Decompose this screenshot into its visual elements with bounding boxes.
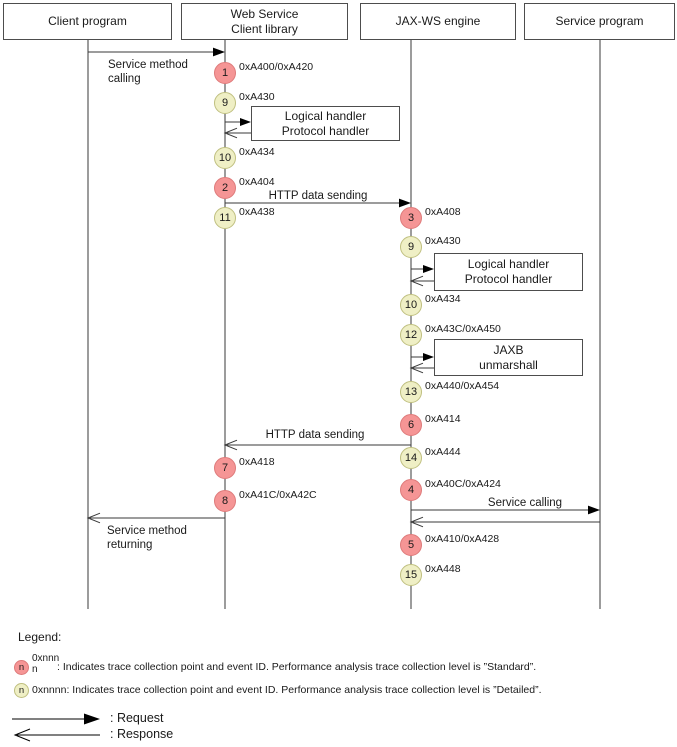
label-service-calling: Service calling [487, 497, 563, 509]
trace-point-11-id: 0xA438 [239, 206, 275, 218]
trace-point-8: 8 [214, 490, 236, 512]
jaxb-line2: unmarshall [479, 357, 538, 372]
trace-point-4-id: 0xA40C/0xA424 [425, 478, 501, 490]
jaxb-line1: JAXB [493, 342, 524, 357]
lifeline-header-service-program [524, 3, 675, 40]
trace-point-14: 14 [400, 447, 422, 469]
trace-point-10-ws-id: 0xA434 [239, 146, 275, 158]
arrowhead-jaxb-request [423, 353, 434, 361]
ws-handler-line1: Logical handler [284, 108, 367, 123]
lifeline-header-jaxws-engine [360, 3, 516, 40]
trace-point-9-jax-id: 0xA430 [425, 235, 461, 247]
trace-point-7: 7 [214, 457, 236, 479]
lifeline-label: Client program [48, 14, 127, 28]
legend-response-label: : Response [110, 727, 174, 741]
trace-point-7-id: 0xA418 [239, 456, 275, 468]
jaxb-unmarshall-box [434, 339, 583, 376]
lifeline-label-line1: Web Service [230, 6, 299, 21]
trace-point-10-jax-id: 0xA434 [425, 293, 461, 305]
ws-handler-line2: Protocol handler [281, 123, 370, 138]
lifeline-label: Service program [555, 14, 644, 28]
trace-point-15-id: 0xA448 [425, 563, 461, 575]
lifeline-header-ws-client-library [181, 3, 348, 40]
trace-point-1-id: 0xA400/0xA420 [239, 61, 314, 73]
legend-title: Legend: [18, 630, 62, 644]
label-service-method-calling: Service method calling [108, 59, 188, 85]
trace-point-8-id: 0xA41C/0xA42C [239, 489, 317, 501]
legend-detailed-text: 0xnnnn: Indicates trace collection point and event ID. Performance analysis trace collection level is ”Detailed”. [32, 684, 542, 696]
trace-point-3: 3 [400, 207, 422, 229]
legend-request-arrowhead [84, 714, 100, 725]
trace-point-2: 2 [214, 177, 236, 199]
trace-point-15: 15 [400, 564, 422, 586]
label-service-method-returning: Service method returning [107, 525, 187, 551]
legend-standard-text: : Indicates trace collection point and event ID. Performance analysis trace collection level is ”Standard”. [57, 661, 537, 673]
trace-point-11: 11 [214, 207, 236, 229]
legend-standard-circle-icon: n [14, 660, 29, 675]
trace-point-9-ws-id: 0xA430 [239, 91, 275, 103]
label-http-data-sending-request: HTTP data sending [268, 190, 368, 202]
trace-point-14-id: 0xA444 [425, 446, 461, 458]
trace-point-13-id: 0xA440/0xA454 [425, 380, 500, 392]
trace-point-9-ws: 9 [214, 92, 236, 114]
jax-handler-line2: Protocol handler [464, 272, 553, 286]
trace-point-4: 4 [400, 479, 422, 501]
arrowhead-ws-handler-request [240, 118, 251, 126]
trace-point-6: 6 [400, 414, 422, 436]
trace-point-5-id: 0xA410/0xA428 [425, 533, 500, 545]
jax-handler-line1: Logical handler [467, 257, 550, 271]
legend-detailed-circle-icon: n [14, 683, 29, 698]
label-http-data-sending-response: HTTP data sending [265, 429, 365, 441]
trace-point-10-ws: 10 [214, 147, 236, 169]
jax-handler-box [434, 253, 583, 291]
trace-point-13: 13 [400, 381, 422, 403]
trace-point-2-id: 0xA404 [239, 176, 275, 188]
legend-standard-id: 0xnnn n [32, 653, 60, 675]
trace-point-3-id: 0xA408 [425, 206, 461, 218]
trace-point-9-jax: 9 [400, 236, 422, 258]
trace-point-10-jax: 10 [400, 294, 422, 316]
trace-point-6-id: 0xA414 [425, 413, 461, 425]
lifeline-label: JAX-WS engine [395, 14, 481, 28]
ws-handler-box [251, 106, 400, 141]
arrowhead-service-method-calling [213, 48, 225, 57]
trace-point-12-id: 0xA43C/0xA450 [425, 323, 501, 335]
arrowhead-jax-handler-request [423, 265, 434, 273]
trace-point-5: 5 [400, 534, 422, 556]
trace-point-12: 12 [400, 324, 422, 346]
trace-point-1: 1 [214, 62, 236, 84]
lifeline-header-client-program [3, 3, 172, 40]
lifeline-label-line2: Client library [231, 21, 298, 36]
legend-request-label: : Request [110, 711, 164, 725]
